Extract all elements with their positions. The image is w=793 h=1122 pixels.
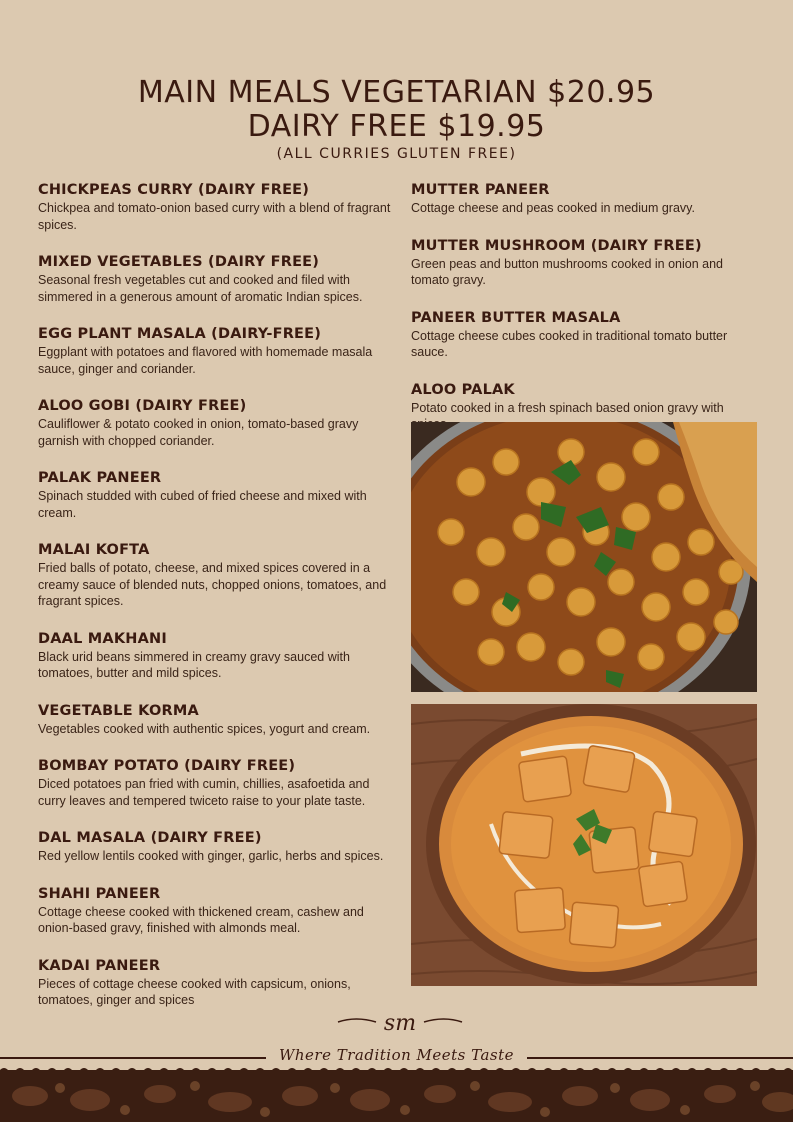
item-name: PALAK PANEER xyxy=(38,470,162,486)
menu-item xyxy=(411,237,761,289)
menu-item xyxy=(38,181,393,233)
menu-item xyxy=(38,469,393,521)
item-description: Cottage cheese and peas cooked in medium gravy. xyxy=(411,201,695,215)
menu-item xyxy=(38,757,393,809)
item-description: Vegetables cooked with authentic spices, yogurt and cream. xyxy=(38,721,371,736)
chickpea-curry-image xyxy=(411,422,757,692)
item-name: SHAHI PANEER xyxy=(38,885,161,902)
item-name: ALOO PALAK xyxy=(411,381,515,398)
item-name: EGG PLANT MASALA (DAIRY-FREE) xyxy=(38,326,322,342)
item-description: Red yellow lentils cooked with ginger, garlic, herbs and spices. xyxy=(38,849,384,863)
menu-item xyxy=(38,253,393,305)
item-name: CHICKPEAS CURRY (DAIRY FREE) xyxy=(38,182,310,198)
menu-item xyxy=(38,702,393,738)
item-name: PANEER BUTTER MASALA xyxy=(411,309,621,326)
tagline-divider-right xyxy=(527,1057,793,1059)
title-line-2: DAIRY FREE $19.95 xyxy=(247,109,546,144)
chickpea-curry-photo xyxy=(411,422,757,692)
item-description: Spinach studded with cubed of fried cheese and mixed with cream. xyxy=(38,489,367,520)
item-description: Potato cooked in a fresh spinach based onion gravy with xyxy=(411,400,724,415)
item-name: MUTTER MUSHROOM (DAIRY FREE) xyxy=(411,237,702,254)
menu-item xyxy=(38,957,393,1009)
item-description: Chickpea and tomato-onion based curry with a blend of fragrant spices. xyxy=(38,201,391,232)
tagline: Where Tradition Meets Taste xyxy=(278,1046,515,1064)
left-menu-column xyxy=(38,181,393,1029)
menu-item xyxy=(38,885,393,937)
item-description: Seasonal fresh vegetables cut and cooked and filed with simmered in a generous amount of aromatic Indian spices. xyxy=(38,273,363,304)
item-description: Cottage cheese cooked with thickened cream, cashew and onion-based gravy, finished with almonds meal. xyxy=(38,904,364,935)
menu-item xyxy=(38,325,393,377)
menu-item xyxy=(38,829,393,865)
item-name: KADAI PANEER xyxy=(38,957,161,974)
sm-logo xyxy=(336,1008,464,1040)
paneer-butter-masala-photo xyxy=(411,704,757,986)
item-description: Cauliflower & potato cooked in onion, tomato-based gravy garnish with chopped coriander. xyxy=(38,417,359,448)
menu-header xyxy=(0,76,793,162)
item-name: MALAI KOFTA xyxy=(38,542,150,558)
item-description: Cottage cheese cubes cooked in traditional tomato butter sauce. xyxy=(411,328,728,359)
footer-pattern-band xyxy=(0,1066,793,1122)
item-name: BOMBAY POTATO (DAIRY FREE) xyxy=(38,758,296,774)
item-name: ALOO GOBI (DAIRY FREE) xyxy=(38,398,247,414)
item-description: Pieces of cottage cheese cooked with capsicum, onions, tomatoes, ginger and spices xyxy=(38,976,351,1007)
item-name: MIXED VEGETABLES (DAIRY FREE) xyxy=(38,254,320,270)
menu-item xyxy=(411,309,761,361)
item-name: MUTTER PANEER xyxy=(411,182,550,198)
subtitle: (ALL CURRIES GLUTEN FREE) xyxy=(276,146,517,162)
right-menu-column xyxy=(411,181,761,453)
menu-item xyxy=(38,630,393,682)
menu-item xyxy=(411,181,761,217)
item-name: VEGETABLE KORMA xyxy=(38,702,199,719)
paneer-butter-masala-image xyxy=(411,704,757,986)
item-description: Eggplant with potatoes and flavored with homemade masala sauce, ginger and coriander. xyxy=(38,345,373,376)
item-description: Diced potatoes pan fried with cumin, chillies, asafoetida and curry leaves and tempered twiceto raise to your plate taste. xyxy=(38,777,370,808)
menu-item xyxy=(38,397,393,449)
tagline-row xyxy=(0,1046,793,1068)
item-description: Black urid beans simmered in creamy gravy sauced with tomatoes, butter and mild spices. xyxy=(38,649,350,680)
menu-item xyxy=(38,541,393,610)
item-description: Green peas and button mushrooms cooked in onion and tomato gravy. xyxy=(411,256,724,287)
logo-monogram: sm xyxy=(383,1011,417,1036)
title-line-1: MAIN MEALS VEGETARIAN $20.95 xyxy=(137,75,656,110)
item-name: DAAL MAKHANI xyxy=(38,630,167,647)
item-description: Fried balls of potato, cheese, and mixed spices covered in a creamy sauce of blended nuts, chopped onions, tomatoes, and fragrant spices. xyxy=(38,561,387,608)
item-name: DAL MASALA (DAIRY FREE) xyxy=(38,830,262,846)
